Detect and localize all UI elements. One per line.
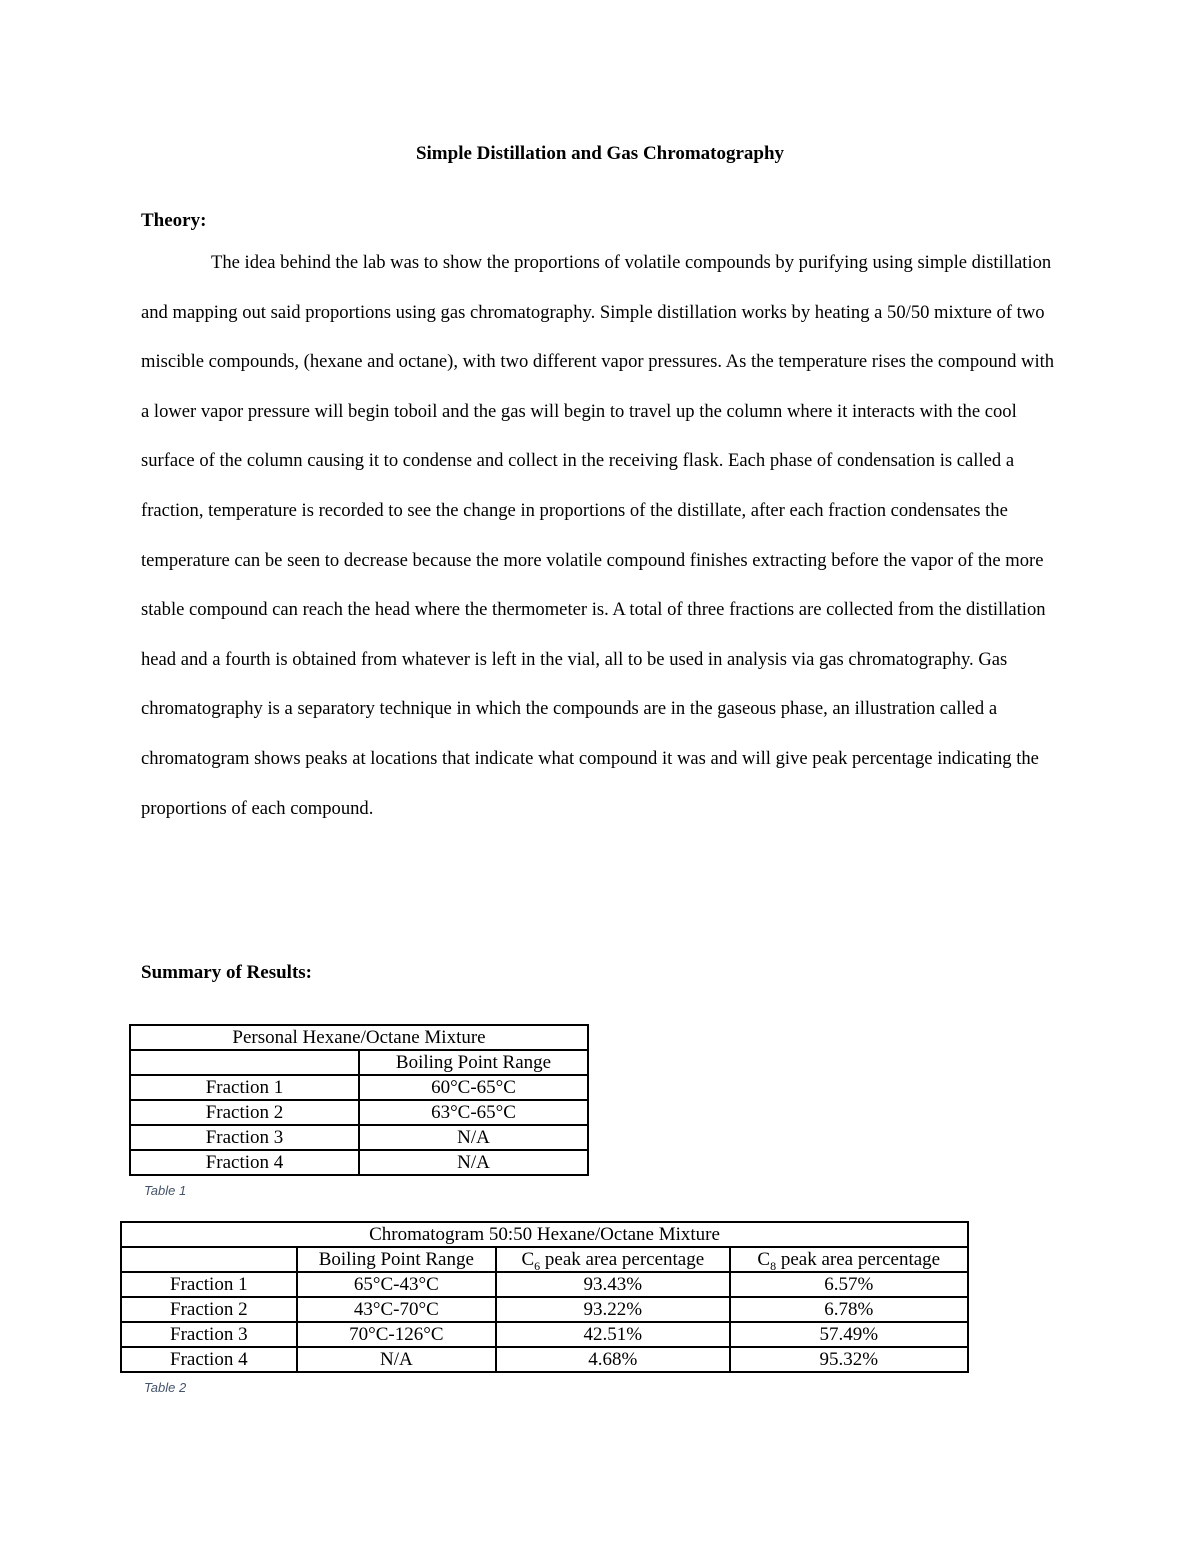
chromatogram-table [120, 1221, 969, 1373]
table-cell: 6.57% [730, 1272, 968, 1297]
table-cell: 43°C-70°C [297, 1297, 496, 1322]
table2-caption: Table 2 [144, 1380, 187, 1395]
document-title: Simple Distillation and Gas Chromatography [415, 143, 785, 164]
table-title-row [130, 1025, 588, 1050]
table-cell: 65°C-43°C [297, 1272, 496, 1297]
table-header-row [121, 1247, 968, 1272]
table-row [130, 1100, 588, 1125]
table-header-row [130, 1050, 588, 1075]
theory-heading: Theory: [141, 210, 207, 231]
table1-caption: Table 1 [144, 1183, 187, 1198]
table-row [121, 1347, 968, 1372]
table-row [121, 1272, 968, 1297]
table-title-row [121, 1222, 968, 1247]
table-cell: 63°C-65°C [359, 1100, 588, 1125]
table-cell: Fraction 3 [121, 1322, 297, 1347]
table2-header-c8 [730, 1247, 968, 1272]
table-row [130, 1150, 588, 1175]
theory-paragraph: The idea behind the lab was to show the proportions of volatile compounds by purifying using simple distillation and mapping out said proportions using gas chromatography. Simple distillation works by heating a 50/50 mixture of two miscible compounds, (hexane and octane), with two different vapor pressures. As the temperature rises the compound with a lower vapor pressure will begin toboil and the gas will begin to travel up the column where it interacts with the cool surface of the column causing it to condense and collect in the receiving flask. Each phase of condensation is called a fraction, temperature is recorded to see the change in proportions of the distillate, after each fraction condensates the temperature can be seen to decrease because the more volatile compound finishes extracting before the vapor of the more stable compound can reach the head where the thermometer is. A total of three fractions are collected from the distillation head and a fourth is obtained from whatever is left in the vial, all to be used in analysis via gas chromatography. Gas chromatography is a separatory technique in which the compounds are in the gaseous phase, an illustration called a chromatogram shows peaks at locations that indicate what compound it was and will give peak percentage indicating the proportions of each compound. [141, 252, 1055, 819]
table1-header-bp: Boiling Point Range [359, 1050, 588, 1075]
table-cell: Fraction 2 [130, 1100, 359, 1125]
table1-header-blank [130, 1050, 359, 1075]
table2-header-blank [121, 1247, 297, 1272]
table-row [121, 1322, 968, 1347]
c8-suffix: peak area percentage [776, 1248, 941, 1270]
table-cell: 4.68% [496, 1347, 729, 1372]
table-cell: 60°C-65°C [359, 1075, 588, 1100]
table-row [121, 1297, 968, 1322]
table-row [130, 1125, 588, 1150]
personal-mixture-table [129, 1024, 589, 1176]
c6-subscript: 6 [534, 1258, 541, 1273]
table2-header-bp: Boiling Point Range [297, 1247, 496, 1272]
table-cell: 93.43% [496, 1272, 729, 1297]
table2-header-c6 [496, 1247, 729, 1272]
c8-subscript: 8 [770, 1258, 777, 1273]
table-cell: Fraction 1 [130, 1075, 359, 1100]
table-row [130, 1075, 588, 1100]
table1-title: Personal Hexane/Octane Mixture [130, 1025, 588, 1050]
table-cell: Fraction 2 [121, 1297, 297, 1322]
table-cell: N/A [359, 1125, 588, 1150]
c8-prefix: C [757, 1248, 771, 1270]
table-cell: 42.51% [496, 1322, 729, 1347]
table-cell: 95.32% [730, 1347, 968, 1372]
table-cell: 93.22% [496, 1297, 729, 1322]
table-cell: Fraction 3 [130, 1125, 359, 1150]
c6-prefix: C [521, 1248, 535, 1270]
table-cell: Fraction 4 [121, 1347, 297, 1372]
table-cell: N/A [297, 1347, 496, 1372]
table-cell: Fraction 4 [130, 1150, 359, 1175]
summary-heading: Summary of Results: [141, 962, 312, 983]
c6-suffix: peak area percentage [540, 1248, 705, 1270]
table-cell: Fraction 1 [121, 1272, 297, 1297]
table-cell: 70°C-126°C [297, 1322, 496, 1347]
table-cell: N/A [359, 1150, 588, 1175]
table-cell: 6.78% [730, 1297, 968, 1322]
table2-title: Chromatogram 50:50 Hexane/Octane Mixture [121, 1222, 968, 1247]
table-cell: 57.49% [730, 1322, 968, 1347]
